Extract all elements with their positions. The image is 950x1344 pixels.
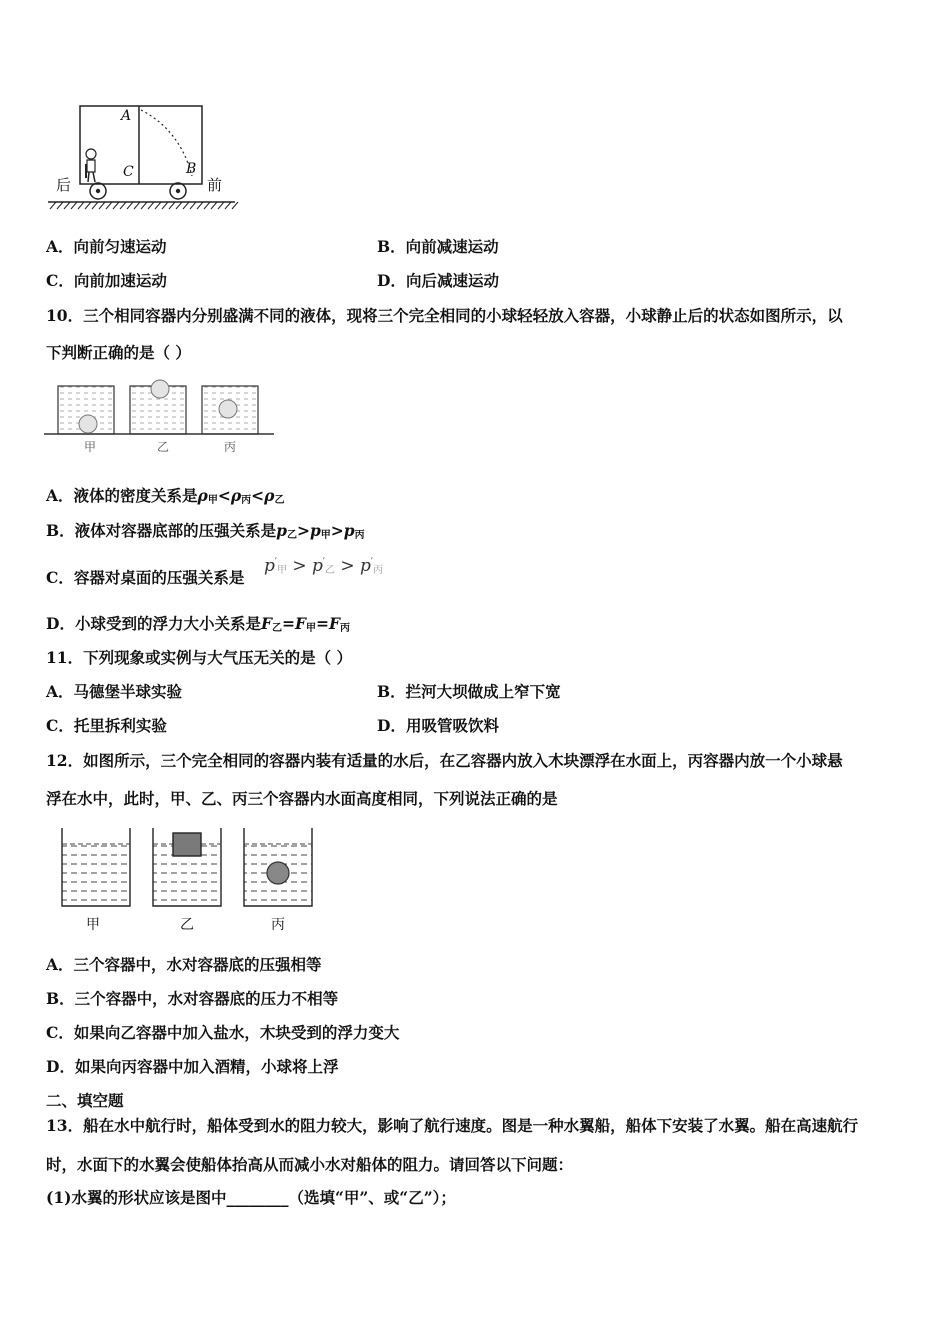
q13-stem-line2: 时，水面下的水翼会使船体抬高从而减小水对船体的阻力。请回答以下问题： bbox=[46, 1155, 574, 1174]
q10-option-a: A．液体的密度关系是$\rho_甲<\rho_丙<\rho_乙$ bbox=[46, 486, 285, 506]
q9-option-a: A．向前匀速运动 bbox=[46, 237, 167, 256]
q10-option-d: D．小球受到的浮力大小关系是$F_乙=F_甲=F_丙$ bbox=[46, 614, 350, 634]
q12-caption-yi: 乙 bbox=[180, 917, 194, 933]
q10-option-c-formula: $p'_甲 > p'_乙 > p'_丙$ bbox=[264, 556, 383, 576]
q12-option-b: B．三个容器中，水对容器底的压力不相等 bbox=[46, 989, 339, 1008]
q10-stem-line1: 10．三个相同容器内分别盛满不同的液体，现将三个完全相同的小球轻轻放入容器，小球静止后的状态如图所示，以 bbox=[46, 306, 843, 325]
q12-figure bbox=[60, 824, 320, 912]
q12-stem-line1: 12．如图所示，三个完全相同的容器内装有适量的水后，在乙容器内放入木块漂浮在水面上，丙容器内放一个小球悬 bbox=[46, 751, 843, 770]
q12-caption-jia: 甲 bbox=[86, 917, 100, 933]
q10-caption-yi: 乙 bbox=[157, 440, 170, 454]
q12-caption-bing: 丙 bbox=[271, 917, 285, 933]
q12-option-a: A．三个容器中，水对容器底的压强相等 bbox=[46, 955, 322, 974]
q11-option-c: C．托里拆利实验 bbox=[46, 716, 167, 735]
q12-stem-line2: 浮在水中，此时，甲、乙、丙三个容器内水面高度相同，下列说法正确的是 bbox=[46, 789, 558, 808]
q10-stem-line2: 下判断正确的是（ ） bbox=[46, 343, 191, 362]
q12-option-d: D．如果向丙容器中加入酒精，小球将上浮 bbox=[46, 1057, 339, 1076]
q10-caption-jia: 甲 bbox=[84, 440, 97, 454]
q11-option-b: B．拦河大坝做成上窄下宽 bbox=[377, 682, 561, 701]
q9-option-d: D．向后减速运动 bbox=[377, 271, 499, 290]
label-a: A bbox=[121, 108, 132, 124]
label-c: C bbox=[123, 164, 134, 180]
q11-option-d: D．用吸管吸饮料 bbox=[377, 716, 499, 735]
q9-option-c: C．向前加速运动 bbox=[46, 271, 167, 290]
q13-stem-line1: 13．船在水中航行时，船体受到水的阻力较大，影响了航行速度。图是一种水翼船，船体下安装了水翼。船在高速航行 bbox=[46, 1116, 859, 1135]
cart-figure bbox=[40, 100, 250, 215]
label-front: 前 bbox=[207, 176, 223, 194]
label-back: 后 bbox=[56, 176, 72, 194]
q11-option-a: A．马德堡半球实验 bbox=[46, 682, 183, 701]
section-title: 二、填空题 bbox=[46, 1091, 124, 1110]
q10-option-c: C．容器对桌面的压强关系是 bbox=[46, 568, 245, 587]
q13-sub1: (1)水翼的形状应该是图中________（选填“甲”、或“乙”）； bbox=[46, 1188, 456, 1207]
q9-option-b: B．向前减速运动 bbox=[377, 237, 499, 256]
q11-stem: 11．下列现象或实例与大气压无关的是（ ） bbox=[46, 648, 352, 667]
q10-caption-bing: 丙 bbox=[224, 440, 237, 454]
q10-option-b: B．液体对容器底部的压强关系是$p_乙>p_甲>p_丙$ bbox=[46, 521, 365, 541]
q12-option-c: C．如果向乙容器中加入盐水，木块受到的浮力变大 bbox=[46, 1023, 400, 1042]
label-b: B bbox=[186, 161, 197, 177]
